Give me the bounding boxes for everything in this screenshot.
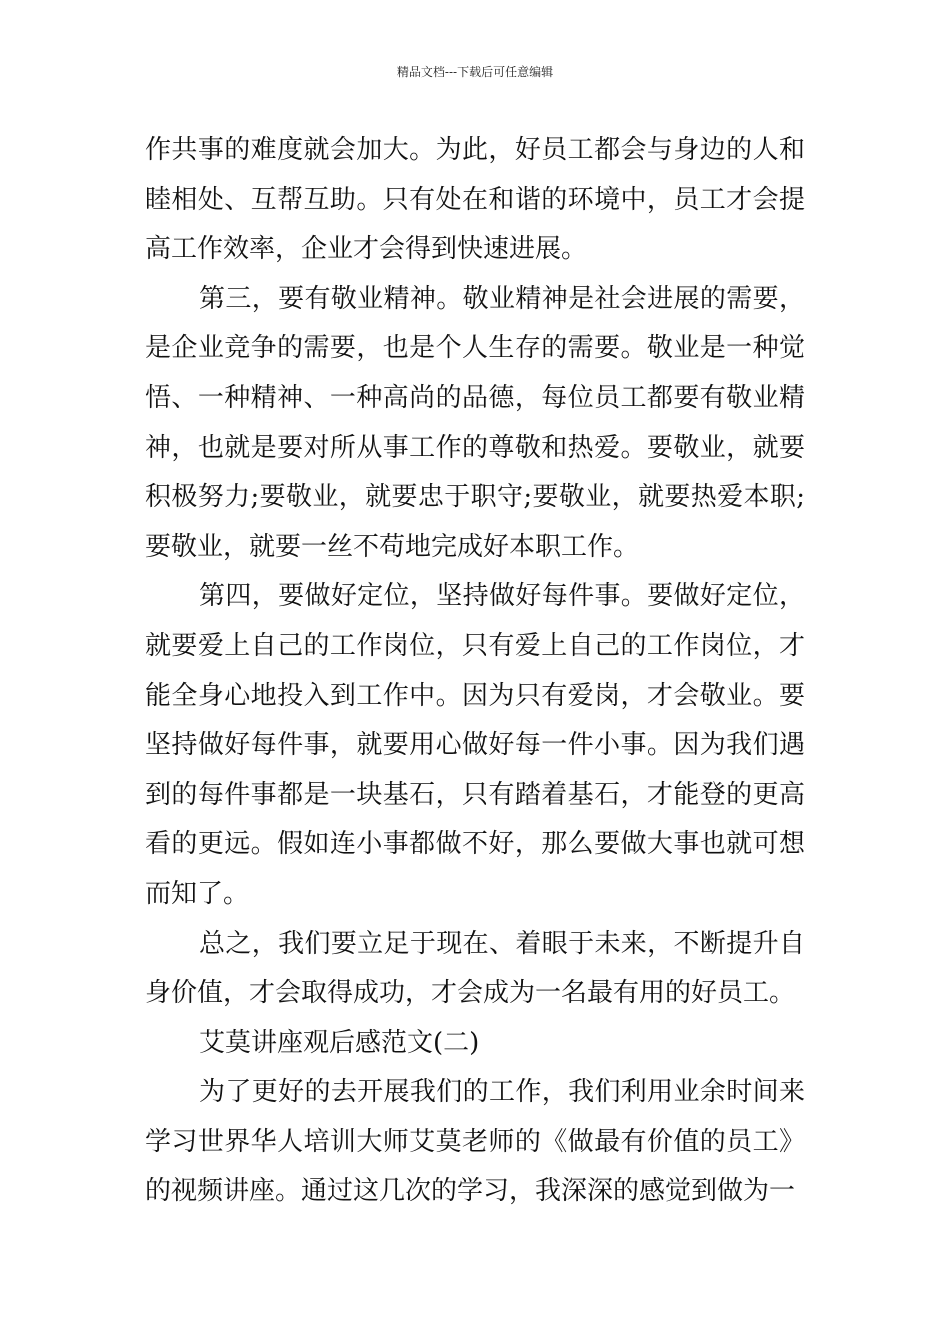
paragraph-third-point: 第三，要有敬业精神。敬业精神是社会进展的需要，是企业竞争的需要，也是个人生存的需要。敬业是一种觉悟、一种精神、一种高尚的品德，每位员工都要有敬业精神，也就是要对所从事工作的尊敬和热爱。要敬业，就要积极努力;要敬业，就要忠于职守;要敬业，就要热爱本职;要敬业，就要一丝不苟地完成好本职工作。: [145, 283, 805, 562]
paragraph-section-two-intro: 为了更好的去开展我们的工作，我们利用业余时间来学习世界华人培训大师艾莫老师的《做最有价值的员工》的视频讲座。通过这几次的学习，我深深的感觉到做为一: [145, 1077, 805, 1207]
paragraph-continuation: 作共事的难度就会加大。为此，好员工都会与身边的人和睦相处、互帮互助。只有处在和谐的环境中，员工才会提高工作效率，企业才会得到快速进展。: [145, 135, 805, 265]
paragraph-fourth-point: 第四，要做好定位，坚持做好每件事。要做好定位，就要爱上自己的工作岗位，只有爱上自己的工作岗位，才能全身心地投入到工作中。因为只有爱岗，才会敬业。要坚持做好每件事，就要用心做好每一件小事。因为我们遇到的每件事都是一块基石，只有踏着基石，才能登的更高看的更远。假如连小事都做不好，那么要做大事也就可想而知了。: [145, 581, 805, 909]
page-header: 精品文档---下载后可任意编辑: [396, 65, 554, 79]
paragraph-conclusion: 总之，我们要立足于现在、着眼于未来，不断提升自身价值，才会取得成功，才会成为一名最有用的好员工。: [145, 928, 805, 1009]
document-body: [145, 126, 805, 1217]
section-title: 艾莫讲座观后感范文(二): [199, 1027, 480, 1058]
